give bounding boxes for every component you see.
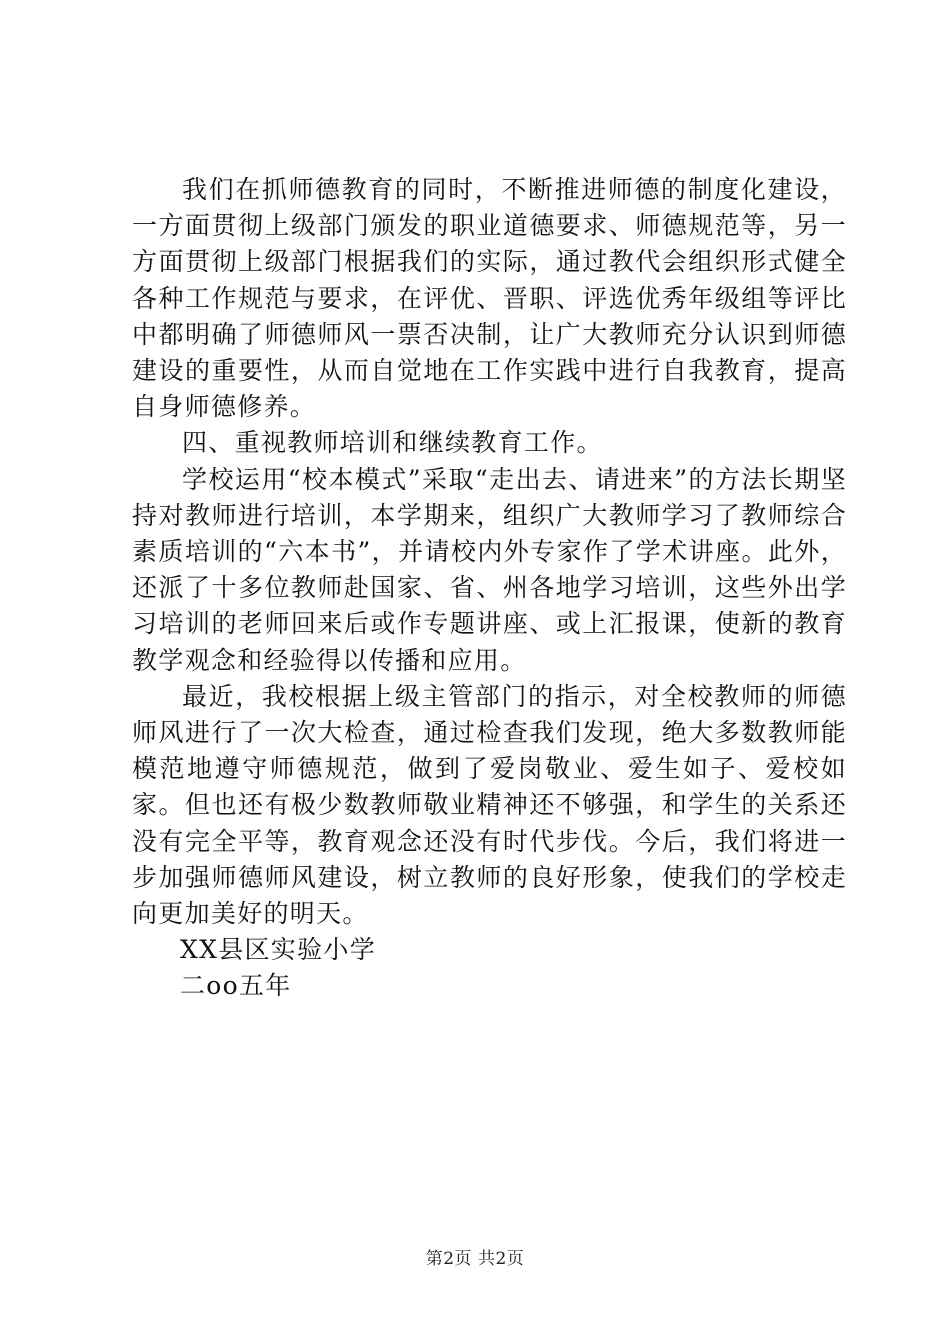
section-heading-training: 四、重视教师培训和继续教育工作。 (182, 428, 603, 458)
signature-date: 二oo五年 (180, 971, 292, 1001)
page-footer: 第2页 共2页 (425, 1249, 525, 1269)
paragraph-teacher-training: 学校运用“校本模式”采取“走出去、请进来”的方法长期坚持对教师进行培训，本学期来，组织广大教师学习了教师综合素质培训的“六本书”，并请校内外专家作了学术讲座。此外，还派了十多位教师赴国家、省、州各地学习培训，这些外出学习培训的老师回来后或作专题讲座、或上汇报课，使新的教育教学观念和经验得以传播和应用。 (132, 464, 847, 675)
signature-organization: XX县区实验小学 (180, 935, 376, 965)
paragraph-ethics-system: 我们在抓师德教育的同时，不断推进师德的制度化建设，一方面贯彻上级部门颁发的职业道德要求、师德规范等，另一方面贯彻上级部门根据我们的实际，通过教代会组织形式健全各种工作规范与要求，在评优、晋职、评选优秀年级组等评比中都明确了师德师风一票否决制，让广大教师充分认识到师德建设的重要性，从而自觉地在工作实践中进行自我教育，提高自身师德修养。 (132, 175, 847, 422)
paragraph-inspection-summary: 最近，我校根据上级主管部门的指示，对全校教师的师德师风进行了一次大检查，通过检查我们发现，绝大多数教师能模范地遵守师德规范，做到了爱岗敬业、爱生如子、爱校如家。但也还有极少数教师敬业精神还不够强，和学生的关系还没有完全平等，教育观念还没有时代步伐。今后，我们将进一步加强师德师风建设，树立教师的良好形象，使我们的学校走向更加美好的明天。 (132, 681, 847, 929)
document-body (132, 172, 847, 1005)
